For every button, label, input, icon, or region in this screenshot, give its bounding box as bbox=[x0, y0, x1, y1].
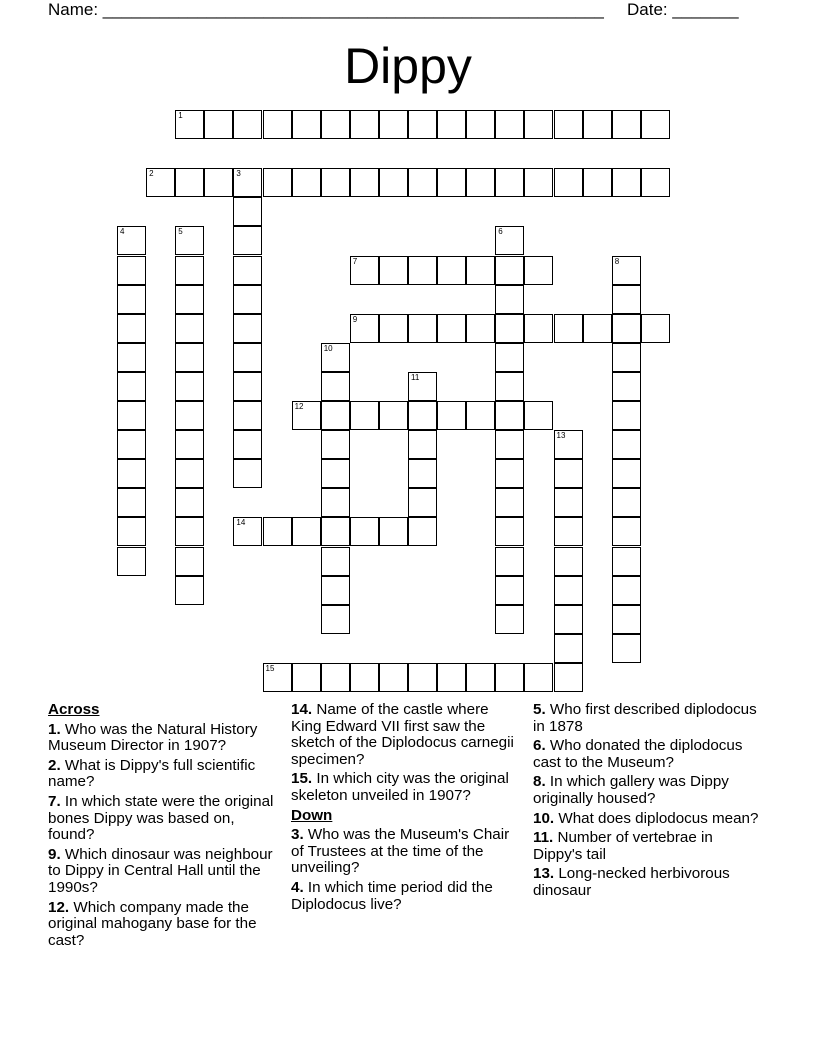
grid-cell[interactable] bbox=[175, 576, 204, 605]
grid-cell[interactable] bbox=[495, 372, 524, 401]
grid-cell[interactable] bbox=[233, 256, 262, 285]
page-title: Dippy bbox=[344, 38, 472, 94]
cell-number: 8 bbox=[614, 256, 620, 266]
grid-cell[interactable] bbox=[408, 459, 437, 488]
grid-cell[interactable] bbox=[233, 343, 262, 372]
clue-across-14 bbox=[291, 702, 519, 768]
clue-number: 15. bbox=[291, 770, 313, 788]
clue-text: In which state were the original bones Dippy was based on, found? bbox=[48, 792, 274, 844]
grid-cell[interactable] bbox=[437, 256, 466, 285]
grid-cell[interactable] bbox=[554, 459, 583, 488]
clue-text: In which time period did the Diplodocus live? bbox=[291, 878, 493, 913]
clue-across-1 bbox=[48, 722, 276, 755]
grid-cell[interactable] bbox=[117, 256, 146, 285]
grid-cell[interactable] bbox=[495, 256, 524, 285]
grid-cell[interactable] bbox=[292, 401, 321, 430]
grid-cell[interactable] bbox=[117, 517, 146, 546]
cell-number: 10 bbox=[323, 343, 333, 353]
grid-cell[interactable] bbox=[554, 517, 583, 546]
clue-number: 8. bbox=[533, 773, 546, 791]
grid-cell[interactable] bbox=[379, 663, 408, 692]
grid-cell[interactable] bbox=[495, 459, 524, 488]
clue-text: Number of vertebrae in Dippy's tail bbox=[533, 829, 713, 863]
grid-cell[interactable] bbox=[175, 372, 204, 401]
grid-cell[interactable] bbox=[321, 430, 350, 459]
grid-cell[interactable] bbox=[612, 547, 641, 576]
clue-number: 13. bbox=[533, 865, 555, 883]
clue-across-2 bbox=[48, 758, 276, 791]
clue-down-10 bbox=[533, 811, 765, 828]
grid-cell[interactable] bbox=[175, 314, 204, 343]
clue-number: 3. bbox=[291, 826, 304, 844]
grid-cell[interactable] bbox=[641, 110, 670, 139]
grid-cell[interactable] bbox=[495, 547, 524, 576]
clue-text: Who was the Natural History Museum Director in 1907? bbox=[48, 720, 258, 755]
clue-number: 5. bbox=[533, 701, 546, 718]
grid-cell[interactable] bbox=[495, 226, 524, 255]
grid-cell[interactable] bbox=[175, 547, 204, 576]
grid-cell[interactable] bbox=[495, 488, 524, 517]
grid-cell[interactable] bbox=[175, 256, 204, 285]
grid-cell[interactable] bbox=[350, 314, 379, 343]
grid-cell[interactable] bbox=[379, 517, 408, 546]
grid-cell[interactable] bbox=[117, 430, 146, 459]
grid-cell[interactable] bbox=[233, 430, 262, 459]
grid-cell[interactable] bbox=[495, 168, 524, 197]
cell-number: 9 bbox=[352, 314, 358, 324]
grid-cell[interactable] bbox=[175, 110, 204, 139]
grid-cell[interactable] bbox=[292, 168, 321, 197]
grid-cell[interactable] bbox=[175, 517, 204, 546]
grid-cell[interactable] bbox=[175, 488, 204, 517]
grid-cell[interactable] bbox=[175, 343, 204, 372]
clue-down-11 bbox=[533, 830, 765, 863]
grid-cell[interactable] bbox=[495, 576, 524, 605]
clue-number: 4. bbox=[291, 878, 304, 896]
grid-cell[interactable] bbox=[641, 314, 670, 343]
grid-cell[interactable] bbox=[233, 372, 262, 401]
clue-down-4 bbox=[291, 880, 519, 913]
clue-down-6 bbox=[533, 738, 765, 771]
grid-cell[interactable] bbox=[408, 401, 437, 430]
grid-cell[interactable] bbox=[321, 168, 350, 197]
grid-cell[interactable] bbox=[379, 314, 408, 343]
grid-cell[interactable] bbox=[554, 634, 583, 663]
grid-cell[interactable] bbox=[175, 459, 204, 488]
cell-number: 15 bbox=[265, 663, 275, 673]
clue-text: Which company made the original mahogany base for the cast? bbox=[48, 898, 257, 949]
grid-cell[interactable] bbox=[233, 226, 262, 255]
grid-cell[interactable] bbox=[583, 110, 612, 139]
grid-cell[interactable] bbox=[612, 605, 641, 634]
grid-cell[interactable] bbox=[233, 401, 262, 430]
grid-cell[interactable] bbox=[408, 168, 437, 197]
clue-text: Which dinosaur was neighbour to Dippy in Central Hall until the 1990s? bbox=[48, 845, 273, 896]
clue-text: Name of the castle where King Edward VII first saw the sketch of the Diplodocus carnegii specimen? bbox=[291, 701, 514, 768]
grid-cell[interactable] bbox=[350, 168, 379, 197]
grid-cell[interactable] bbox=[554, 110, 583, 139]
grid-cell[interactable] bbox=[612, 430, 641, 459]
clue-number: 12. bbox=[48, 898, 70, 916]
grid-cell[interactable] bbox=[612, 168, 641, 197]
grid-cell[interactable] bbox=[408, 256, 437, 285]
clue-number: 10. bbox=[533, 809, 555, 827]
clue-number: 14. bbox=[291, 701, 313, 718]
grid-cell[interactable] bbox=[321, 663, 350, 692]
grid-cell[interactable] bbox=[321, 372, 350, 401]
grid-cell[interactable] bbox=[495, 663, 524, 692]
grid-cell[interactable] bbox=[466, 401, 495, 430]
cell-number: 12 bbox=[294, 402, 304, 411]
grid-cell[interactable] bbox=[612, 576, 641, 605]
grid-cell[interactable] bbox=[495, 401, 524, 430]
clue-text: Long-necked herbivorous dinosaur bbox=[533, 865, 730, 899]
across-heading: Across bbox=[48, 701, 100, 718]
grid-cell[interactable] bbox=[379, 401, 408, 430]
grid-cell[interactable] bbox=[233, 285, 262, 314]
grid-cell[interactable] bbox=[524, 663, 553, 692]
grid-cell[interactable] bbox=[146, 168, 175, 197]
grid-cell[interactable] bbox=[583, 168, 612, 197]
grid-cell[interactable] bbox=[612, 343, 641, 372]
grid-cell[interactable] bbox=[612, 285, 641, 314]
cell-number: 5 bbox=[178, 227, 183, 237]
clue-number: 1. bbox=[48, 720, 61, 738]
grid-cell[interactable] bbox=[408, 517, 437, 546]
grid-cell[interactable] bbox=[466, 256, 495, 285]
cell-number: 4 bbox=[120, 227, 125, 237]
grid-cell[interactable] bbox=[495, 343, 524, 372]
grid-cell[interactable] bbox=[524, 168, 553, 197]
grid-cell[interactable] bbox=[379, 256, 408, 285]
grid-cell[interactable] bbox=[408, 430, 437, 459]
grid-cell[interactable] bbox=[117, 226, 146, 255]
grid-cell[interactable] bbox=[437, 314, 466, 343]
clue-across-15 bbox=[291, 771, 519, 804]
grid-cell[interactable] bbox=[263, 663, 292, 692]
grid-cell[interactable] bbox=[554, 547, 583, 576]
clue-across-12 bbox=[48, 900, 276, 950]
clue-text: Who was the Museum's Chair of Trustees at the time of the unveiling? bbox=[291, 826, 510, 877]
grid-cell[interactable] bbox=[612, 634, 641, 663]
grid-cell[interactable] bbox=[379, 110, 408, 139]
clue-number: 11. bbox=[533, 829, 554, 847]
grid-cell[interactable] bbox=[554, 488, 583, 517]
grid-cell[interactable] bbox=[495, 430, 524, 459]
grid-cell[interactable] bbox=[263, 168, 292, 197]
grid-cell[interactable] bbox=[612, 459, 641, 488]
grid-cell[interactable] bbox=[321, 459, 350, 488]
grid-cell[interactable] bbox=[321, 343, 350, 372]
grid-cell[interactable] bbox=[554, 605, 583, 634]
grid-cell[interactable] bbox=[204, 168, 233, 197]
grid-cell[interactable] bbox=[321, 517, 350, 546]
grid-cell[interactable] bbox=[350, 401, 379, 430]
grid-cell[interactable] bbox=[408, 110, 437, 139]
grid-cell[interactable] bbox=[437, 168, 466, 197]
date-field: Date: _______ bbox=[627, 0, 739, 19]
clue-text: In which city was the original skeleton unveiled in 1907? bbox=[291, 770, 509, 804]
grid-cell[interactable] bbox=[524, 256, 553, 285]
clue-number: 2. bbox=[48, 756, 61, 774]
grid-cell[interactable] bbox=[175, 226, 204, 255]
clues-column-2 bbox=[291, 702, 519, 916]
cell-number: 14 bbox=[236, 518, 246, 528]
clue-text: In which gallery was Dippy originally housed? bbox=[533, 773, 729, 807]
grid-cell[interactable] bbox=[612, 488, 641, 517]
grid-cell[interactable] bbox=[292, 110, 321, 139]
grid-cell[interactable] bbox=[233, 517, 262, 546]
grid-cell[interactable] bbox=[233, 197, 262, 226]
grid-cell[interactable] bbox=[612, 401, 641, 430]
grid-cell[interactable] bbox=[321, 605, 350, 634]
grid-cell[interactable] bbox=[292, 517, 321, 546]
grid-cell[interactable] bbox=[292, 663, 321, 692]
grid-cell[interactable] bbox=[524, 401, 553, 430]
clue-text: What does diplodocus mean? bbox=[558, 809, 759, 827]
grid-cell[interactable] bbox=[495, 285, 524, 314]
grid-cell[interactable] bbox=[612, 256, 641, 285]
clue-number: 6. bbox=[533, 737, 546, 755]
grid-cell[interactable] bbox=[408, 314, 437, 343]
grid-cell[interactable] bbox=[612, 372, 641, 401]
grid-cell[interactable] bbox=[233, 459, 262, 488]
grid-cell[interactable] bbox=[117, 343, 146, 372]
grid-cell[interactable] bbox=[117, 314, 146, 343]
grid-cell[interactable] bbox=[495, 517, 524, 546]
cell-number: 7 bbox=[352, 256, 358, 266]
grid-cell[interactable] bbox=[263, 110, 292, 139]
cell-number: 2 bbox=[149, 169, 154, 179]
grid-cell[interactable] bbox=[117, 459, 146, 488]
grid-cell[interactable] bbox=[321, 488, 350, 517]
clue-text: Who donated the diplodocus cast to the Museum? bbox=[533, 737, 743, 771]
grid-cell[interactable] bbox=[641, 168, 670, 197]
grid-cell[interactable] bbox=[175, 430, 204, 459]
grid-cell[interactable] bbox=[612, 517, 641, 546]
grid-cell[interactable] bbox=[321, 110, 350, 139]
cell-number: 11 bbox=[411, 372, 420, 382]
grid-cell[interactable] bbox=[524, 110, 553, 139]
grid-cell[interactable] bbox=[495, 605, 524, 634]
grid-cell[interactable] bbox=[495, 314, 524, 343]
grid-cell[interactable] bbox=[321, 576, 350, 605]
grid-cell[interactable] bbox=[117, 547, 146, 576]
grid-cell[interactable] bbox=[612, 314, 641, 343]
grid-cell[interactable] bbox=[321, 401, 350, 430]
grid-cell[interactable] bbox=[408, 488, 437, 517]
grid-cell[interactable] bbox=[233, 168, 262, 197]
grid-cell[interactable] bbox=[583, 314, 612, 343]
grid-cell[interactable] bbox=[524, 314, 553, 343]
grid-cell[interactable] bbox=[117, 488, 146, 517]
grid-cell[interactable] bbox=[117, 285, 146, 314]
grid-cell[interactable] bbox=[466, 168, 495, 197]
clues-column-1 bbox=[48, 702, 276, 952]
clue-number: 9. bbox=[48, 845, 61, 863]
grid-cell[interactable] bbox=[495, 110, 524, 139]
grid-cell[interactable] bbox=[612, 110, 641, 139]
grid-cell[interactable] bbox=[263, 517, 292, 546]
grid-cell[interactable] bbox=[554, 663, 583, 692]
grid-cell[interactable] bbox=[466, 663, 495, 692]
grid-cell[interactable] bbox=[437, 110, 466, 139]
grid-cell[interactable] bbox=[175, 285, 204, 314]
clue-down-8 bbox=[533, 774, 765, 807]
cell-number: 3 bbox=[236, 169, 241, 179]
clue-number: 7. bbox=[48, 792, 61, 810]
clues-column-3 bbox=[533, 702, 765, 903]
grid-cell[interactable] bbox=[204, 110, 233, 139]
grid-cell[interactable] bbox=[350, 517, 379, 546]
grid-cell[interactable] bbox=[379, 168, 408, 197]
clue-down-5 bbox=[533, 702, 765, 735]
grid-cell[interactable] bbox=[466, 314, 495, 343]
grid-cell[interactable] bbox=[554, 576, 583, 605]
grid-cell[interactable] bbox=[233, 110, 262, 139]
cell-number: 6 bbox=[498, 227, 503, 237]
grid-cell[interactable] bbox=[350, 663, 379, 692]
clue-across-9 bbox=[48, 847, 276, 897]
cell-number: 1 bbox=[178, 111, 183, 120]
grid-cell[interactable] bbox=[350, 256, 379, 285]
grid-cell[interactable] bbox=[175, 401, 204, 430]
name-field: Name: _____________________________________________________ bbox=[48, 0, 604, 19]
cell-number: 13 bbox=[556, 431, 566, 441]
grid-cell[interactable] bbox=[321, 547, 350, 576]
grid-cell[interactable] bbox=[466, 110, 495, 139]
grid-cell[interactable] bbox=[554, 168, 583, 197]
grid-cell[interactable] bbox=[408, 372, 437, 401]
grid-cell[interactable] bbox=[554, 314, 583, 343]
clue-down-13 bbox=[533, 866, 765, 899]
clue-across-7 bbox=[48, 794, 276, 844]
grid-cell[interactable] bbox=[408, 663, 437, 692]
grid-cell[interactable] bbox=[117, 372, 146, 401]
clue-text: Who first described diplodocus in 1878 bbox=[533, 701, 757, 735]
grid-cell[interactable] bbox=[437, 663, 466, 692]
clue-down-3 bbox=[291, 827, 519, 877]
grid-cell[interactable] bbox=[554, 430, 583, 459]
grid-cell[interactable] bbox=[233, 314, 262, 343]
grid-cell[interactable] bbox=[350, 110, 379, 139]
clue-text: What is Dippy's full scientific name? bbox=[48, 756, 256, 791]
grid-cell[interactable] bbox=[117, 401, 146, 430]
grid-cell[interactable] bbox=[175, 168, 204, 197]
grid-cell[interactable] bbox=[437, 401, 466, 430]
down-heading: Down bbox=[291, 806, 333, 824]
